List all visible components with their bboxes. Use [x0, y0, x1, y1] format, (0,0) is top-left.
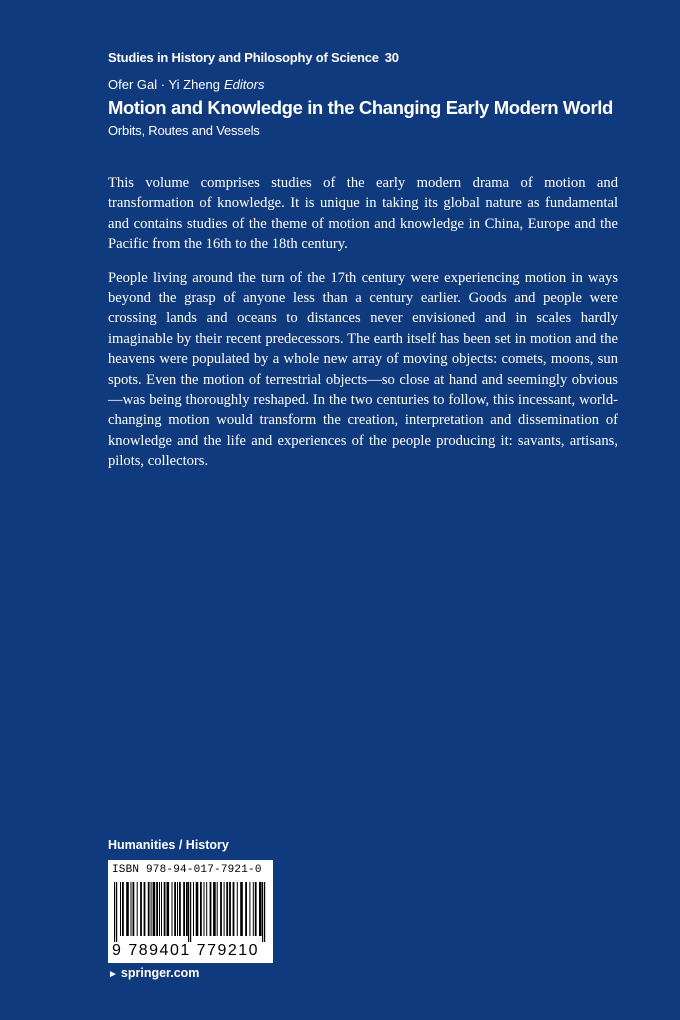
isbn-barcode	[108, 860, 273, 963]
editors-line	[108, 77, 264, 92]
barcode-bar	[161, 882, 162, 936]
barcode-bar	[156, 882, 158, 936]
barcode-guard-bar	[262, 882, 263, 942]
series-line	[108, 50, 399, 65]
barcode-guard-bar	[188, 882, 189, 942]
barcode-bar	[255, 882, 257, 936]
barcode-guard-bar	[114, 882, 115, 942]
barcode-bar	[186, 882, 188, 936]
barcode-bar	[159, 882, 160, 936]
series-name: Studies in History and Philosophy of Science	[108, 50, 379, 65]
barcode-bar	[229, 882, 231, 936]
barcode-bar	[144, 882, 146, 936]
barcode-bar	[120, 882, 121, 936]
editors-role: Editors	[224, 77, 265, 92]
series-volume: 30	[384, 50, 399, 65]
barcode-bar	[206, 882, 207, 936]
barcode-bar	[210, 882, 212, 936]
barcode-bar	[240, 882, 243, 936]
barcode-bar	[245, 882, 247, 936]
blurb-text	[108, 173, 618, 485]
barcode-bar	[172, 882, 173, 936]
barcode-bar	[153, 882, 156, 936]
barcode-bar	[224, 882, 225, 936]
barcode-guard-bar	[264, 882, 265, 942]
barcode-bar	[122, 882, 124, 936]
barcode-bar	[126, 882, 129, 936]
barcode-bar	[226, 882, 228, 936]
barcode-bar	[213, 882, 216, 936]
blurb-paragraph: People living around the turn of the 17th century were experiencing motion in ways beyond the grasp of anyone less than a century earlier. Goods and people were crossing lands and oceans to distances never envisioned and in scales hardly imaginable by their recent predecessors. The earth itself has been set in motion and the heavens were populated by a whole new array of moving objects: comets, moons, sun spots. Even the motion of terrestrial objects—so close at hand and seemingly obvious—was being thoroughly reshaped. In the two centuries to follow, this incessant, world-changing motion would transform the creation, interpretation and dissemination of knowledge and the life and experiences of the people producing it: savants, artisans, pilots, collectors.	[108, 269, 618, 470]
book-subtitle: Orbits, Routes and Vessels	[108, 123, 260, 138]
editor-names: Ofer Gal · Yi Zheng	[108, 77, 220, 92]
barcode-bar	[237, 882, 238, 936]
barcode-bar	[177, 882, 178, 936]
barcode-bar	[204, 882, 205, 936]
barcode-bar	[259, 882, 262, 936]
barcode-bar	[164, 882, 166, 936]
barcode-bar	[249, 882, 250, 936]
barcode-bar	[193, 882, 194, 936]
ean-digits: 9 789401 779210	[112, 942, 260, 959]
barcode-bar	[148, 882, 150, 936]
blurb-paragraph: This volume comprises studies of the early modern drama of motion and transformation of knowledge. It is unique in taking its global nature as fundamental and contains studies of the theme of motion and knowledge in China, Europe and the Pacific from the 16th to the 18th century.	[108, 175, 618, 253]
barcode-bar	[196, 882, 199, 936]
barcode-bar	[137, 882, 138, 936]
subject-category: Humanities / History	[108, 838, 229, 852]
book-title: Motion and Knowledge in the Changing Early Modern World	[108, 97, 613, 118]
barcode-bar	[133, 882, 135, 936]
isbn-label: ISBN 978-94-017-7921-0	[112, 864, 262, 876]
barcode-bars	[114, 882, 267, 942]
publisher-link[interactable]	[108, 966, 199, 980]
barcode-bar	[179, 882, 181, 936]
barcode-bar	[151, 882, 152, 936]
barcode-bar	[200, 882, 202, 936]
barcode-bar	[131, 882, 132, 936]
barcode-bar	[233, 882, 235, 936]
publisher-url: springer.com	[120, 966, 200, 980]
barcode-bar	[253, 882, 254, 936]
barcode-bar	[220, 882, 222, 936]
barcode-bar	[183, 882, 185, 936]
triangle-right-icon: ►	[108, 969, 118, 980]
barcode-bar	[174, 882, 176, 936]
barcode-guard-bar	[190, 882, 191, 942]
barcode-guard-bar	[116, 882, 117, 942]
barcode-bar	[217, 882, 218, 936]
barcode-bar	[140, 882, 142, 936]
barcode-bar	[167, 882, 170, 936]
